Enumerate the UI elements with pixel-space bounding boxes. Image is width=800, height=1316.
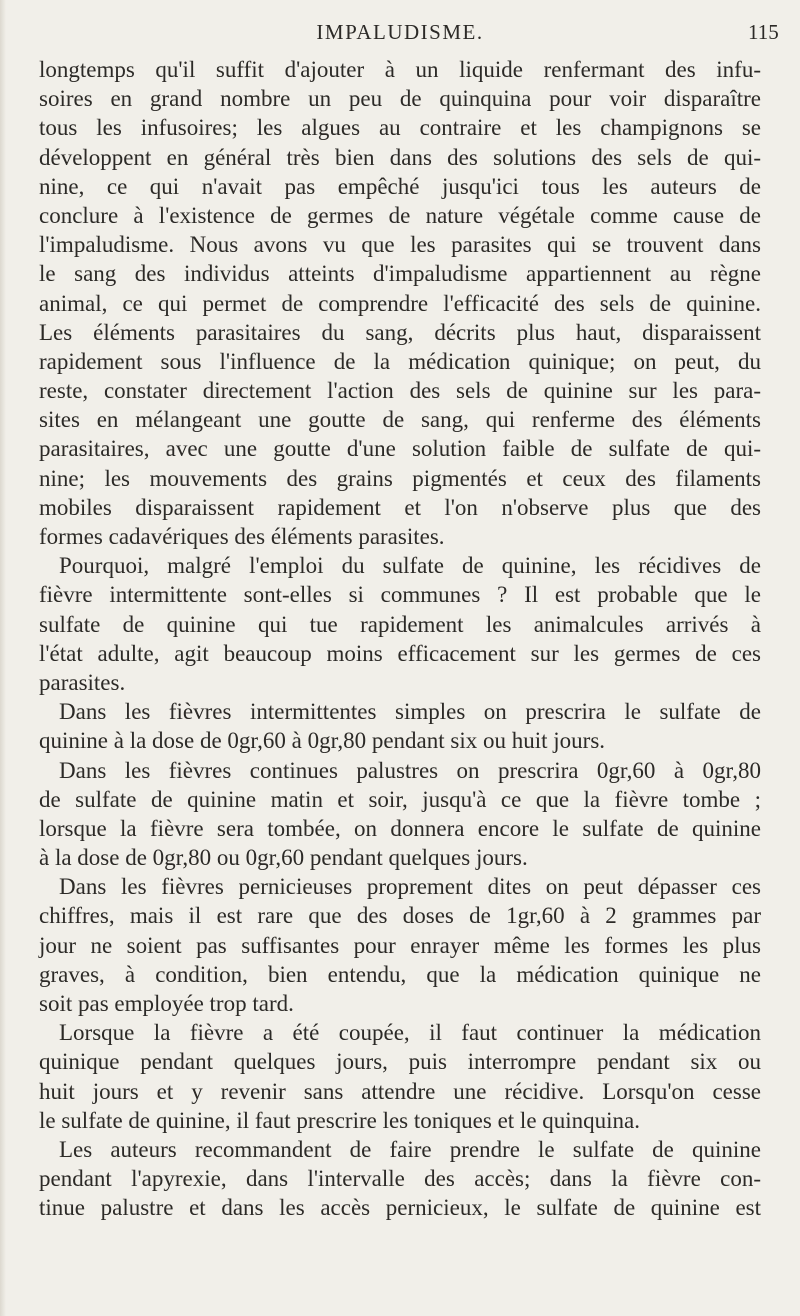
page-edge-shadow bbox=[0, 0, 6, 1316]
text-line: pendant l'apyrexie, dans l'intervalle des accès; dans la fièvre con- bbox=[39, 1166, 761, 1192]
text-line: formes cadavériques des éléments parasites. bbox=[39, 524, 445, 549]
text-line: à la dose de 0gr,80 ou 0gr,60 pendant quelques jours. bbox=[39, 845, 528, 871]
text-line: reste, constater directement l'action des sels de quinine sur les para- bbox=[39, 378, 761, 404]
text-line: Lorsque la fièvre a été coupée, il faut continuer la médication bbox=[59, 1020, 761, 1046]
text-line: rapidement sous l'influence de la médication quinique; on peut, du bbox=[39, 348, 761, 374]
page-number: 115 bbox=[748, 20, 779, 44]
text-line: sites en mélangeant une goutte de sang, qui renferme des éléments bbox=[39, 407, 761, 433]
text-line: chiffres, mais il est rare que des doses de 1gr,60 à 2 grammes par bbox=[39, 903, 761, 929]
text-line: jour ne soient pas suffisantes pour enrayer même les formes les plus bbox=[39, 932, 761, 958]
running-head bbox=[0, 20, 800, 50]
text-line: Les éléments parasitaires du sang, décrits plus haut, disparaissent bbox=[39, 319, 761, 345]
text-line: l'état adulte, agit beaucoup moins efficacement sur les germes de ces bbox=[39, 640, 761, 666]
text-line: quinique pendant quelques jours, puis interrompre pendant six ou bbox=[39, 1049, 761, 1075]
text-line: le sulfate de quinine, il faut prescrire les toniques et le quinquina. bbox=[39, 1107, 641, 1133]
text-line: le sang des individus atteints d'impaludisme appartiennent au règne bbox=[39, 261, 761, 287]
text-line: conclure à l'existence de germes de nature végétale comme cause de bbox=[39, 202, 761, 228]
text-line: parasites. bbox=[39, 669, 126, 695]
body-text bbox=[39, 55, 761, 1223]
text-line: Les auteurs recommandent de faire prendre le sulfate de quinine bbox=[59, 1136, 761, 1162]
text-line: fièvre intermittente sont-elles si communes ? Il est probable que le bbox=[39, 582, 761, 608]
text-line: Dans les fièvres continues palustres on prescrira 0gr,60 à 0gr,80 bbox=[59, 757, 761, 783]
running-title: IMPALUDISME. bbox=[316, 20, 484, 44]
text-line: de sulfate de quinine matin et soir, jusqu'à ce que la fièvre tombe ; bbox=[39, 786, 761, 812]
text-line: parasitaires, avec une goutte d'une solution faible de sulfate de qui- bbox=[39, 436, 761, 462]
text-line: sulfate de quinine qui tue rapidement les animalcules arrivés à bbox=[39, 611, 761, 637]
text-line: tinue palustre et dans les accès pernicieux, le sulfate de quinine est bbox=[39, 1195, 761, 1221]
text-line: soires en grand nombre un peu de quinquina pour voir disparaître bbox=[39, 86, 761, 112]
text-line: animal, ce qui permet de comprendre l'efficacité des sels de quinine. bbox=[39, 290, 761, 316]
text-line: Dans les fièvres pernicieuses proprement dites on peut dépasser ces bbox=[59, 874, 761, 900]
text-line: soit pas employée trop tard. bbox=[39, 991, 294, 1016]
text-line: Dans les fièvres intermittentes simples on prescrira le sulfate de bbox=[59, 699, 761, 725]
text-line: nine; les mouvements des grains pigmentés et ceux des filaments bbox=[39, 465, 761, 491]
text-line: graves, à condition, bien entendu, que la médication quinique ne bbox=[39, 961, 761, 987]
text-line: l'impaludisme. Nous avons vu que les parasites qui se trouvent dans bbox=[39, 232, 761, 258]
text-line: longtemps qu'il suffit d'ajouter à un liquide renfermant des infu- bbox=[39, 57, 761, 82]
text-line: quinine à la dose de 0gr,60 à 0gr,80 pendant six ou huit jours. bbox=[39, 728, 606, 754]
text-line: nine, ce qui n'avait pas empêché jusqu'ici tous les auteurs de bbox=[39, 173, 761, 199]
text-line: lorsque la fièvre sera tombée, on donnera encore le sulfate de quinine bbox=[39, 815, 761, 841]
text-line: Pourquoi, malgré l'emploi du sulfate de quinine, les récidives de bbox=[59, 553, 761, 579]
text-line: huit jours et y revenir sans attendre une récidive. Lorsqu'on cesse bbox=[39, 1078, 761, 1104]
text-line: mobiles disparaissent rapidement et l'on n'observe plus que des bbox=[39, 494, 761, 520]
text-line: tous les infusoires; les algues au contraire et les champignons se bbox=[39, 115, 761, 141]
text-line: développent en général très bien dans des solutions des sels de qui- bbox=[39, 144, 761, 170]
